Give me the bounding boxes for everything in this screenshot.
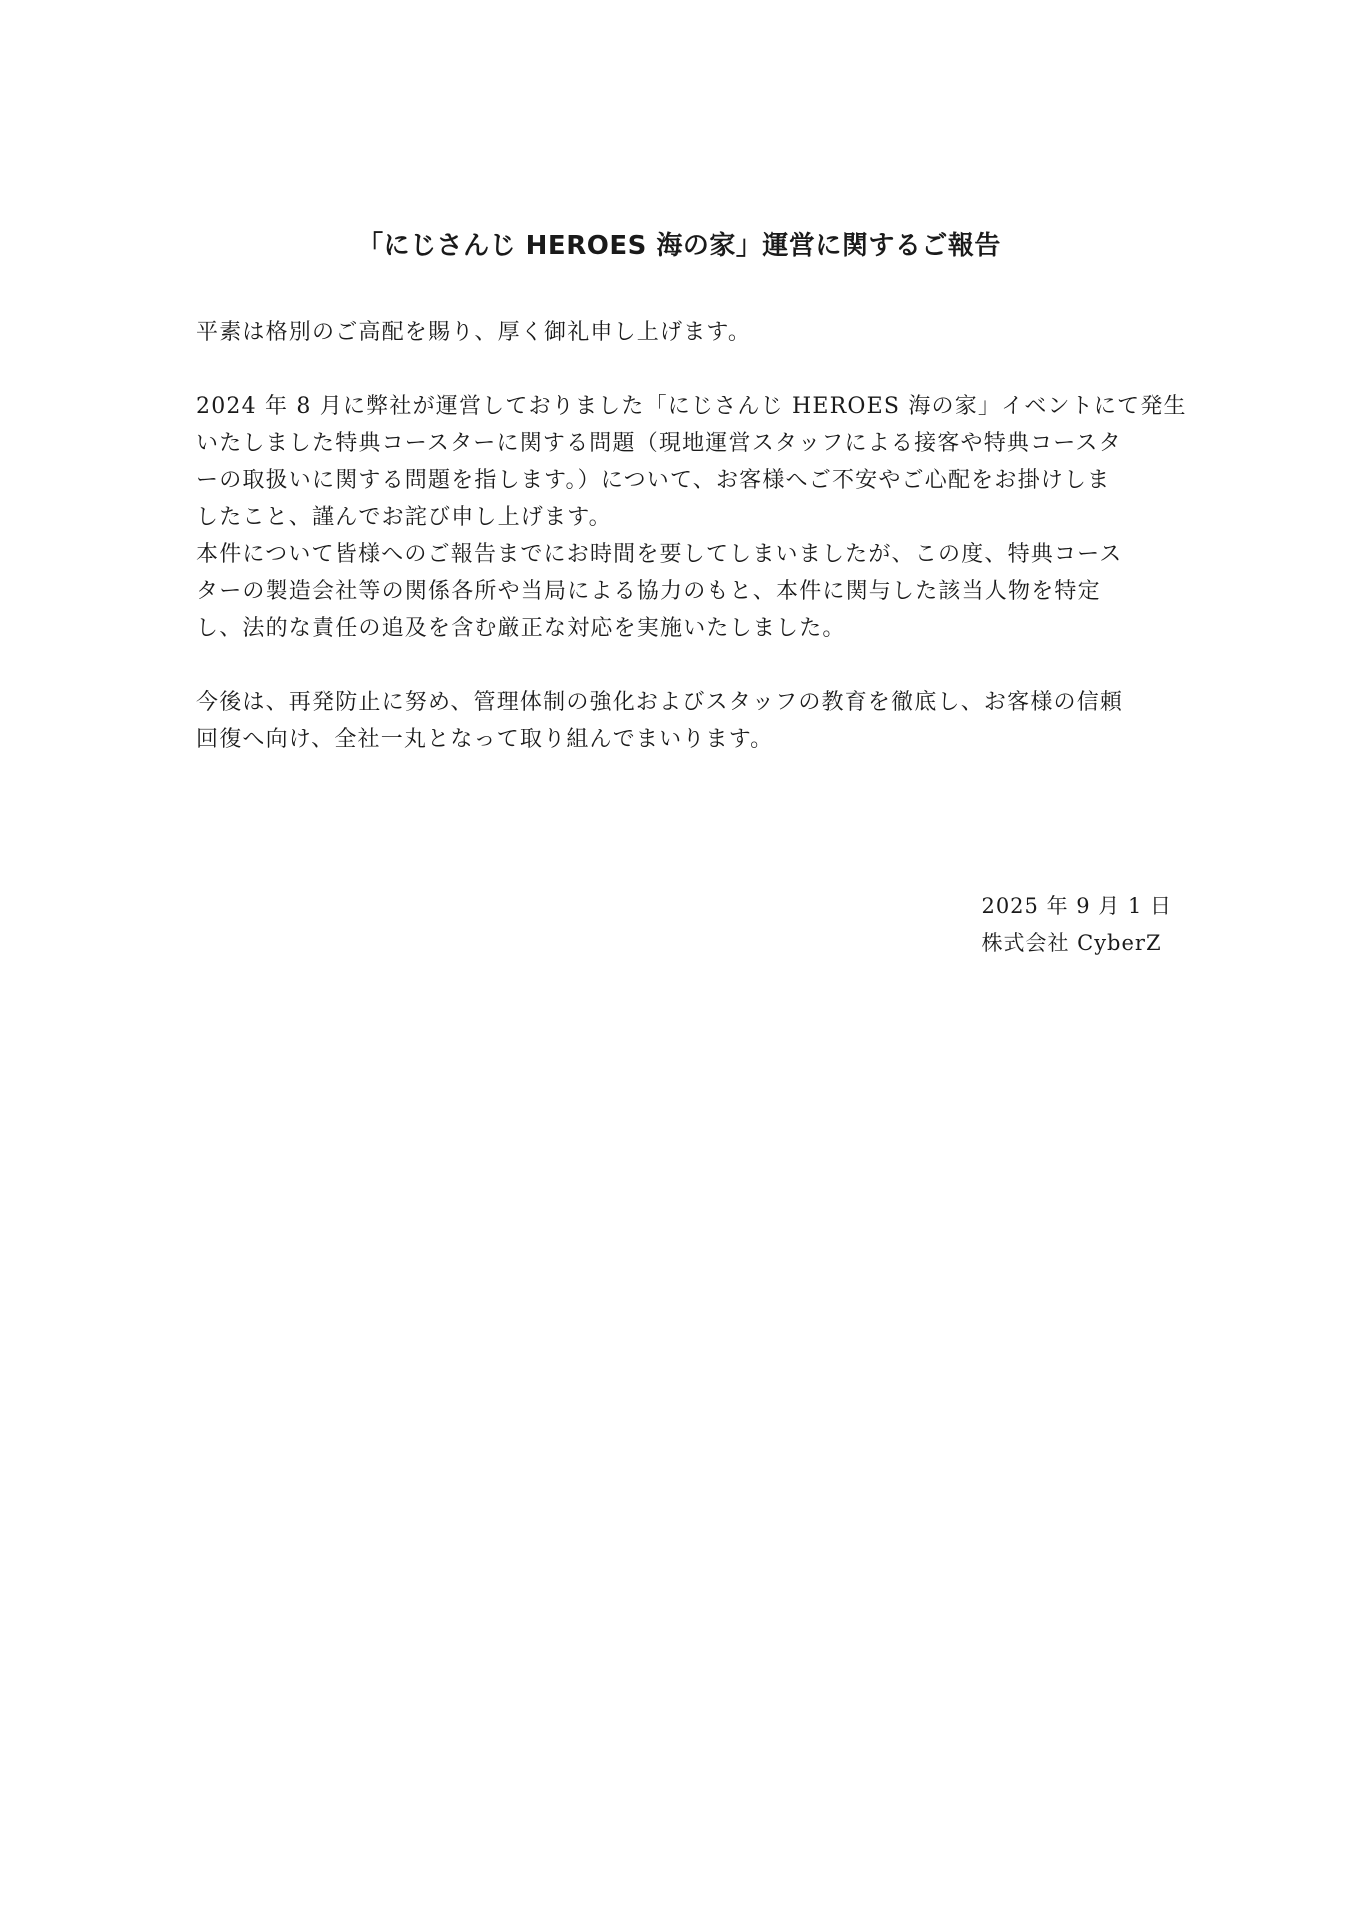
company-name: 株式会社 CyberZ (981, 931, 1162, 955)
paragraph-spacer (196, 647, 1186, 684)
document-date: 2025 年 9 月 1 日 (981, 894, 1172, 918)
paragraph-line: 2024 年 8 月に弊社が運営しておりました「にじさんじ HEROES 海の家」イベントにて発生 (196, 394, 1187, 419)
signature-block (981, 888, 1172, 962)
paragraph-line: したこと、謹んでお詫び申し上げます。 (196, 505, 612, 530)
document-body (196, 314, 1186, 758)
paragraph-spacer (196, 351, 1186, 388)
paragraph-line: ーの取扱いに関する問題を指します。）について、お客様へご不安やご心配をお掛けしま (196, 468, 1111, 493)
document-title: 「にじさんじ HEROES 海の家」運営に関するご報告 (357, 231, 1001, 261)
paragraph-line: いたしました特典コースターに関する問題（現地運営スタッフによる接客や特典コースタ (196, 431, 1122, 456)
paragraph-line: 回復へ向け、全社一丸となって取り組んでまいります。 (196, 727, 774, 752)
paragraph-future-measures (196, 684, 1186, 758)
paragraph-line: 本件について皆様へのご報告までにお時間を要してしまいましたが、この度、特典コース (196, 542, 1123, 567)
greeting-line: 平素は格別のご高配を賜り、厚く御礼申し上げます。 (196, 320, 752, 345)
paragraph-line: ターの製造会社等の関係各所や当局による協力のもと、本件に関与した該当人物を特定 (196, 579, 1101, 604)
paragraph-line: 今後は、再発防止に努め、管理体制の強化およびスタッフの教育を徹底し、お客様の信頼 (196, 690, 1124, 715)
paragraph-line: し、法的な責任の追及を含む厳正な対応を実施いたしました。 (196, 616, 846, 641)
paragraph-incident (196, 388, 1186, 647)
